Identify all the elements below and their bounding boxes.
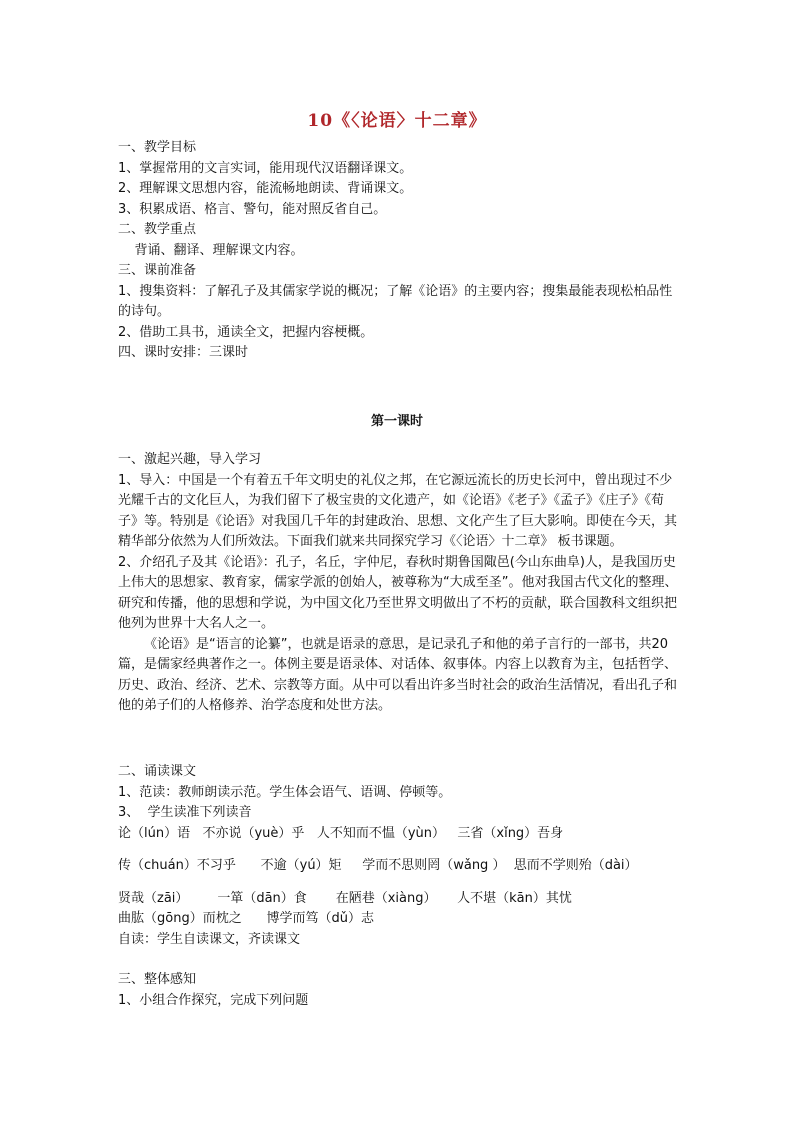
section-1-heading: 一、激起兴趣，导入学习 [118, 452, 262, 467]
section-1-intro: 1、导入：中国是一个有着五千年文明史的礼仪之邦，在它源远流长的历史长河中，曾出现过不少光耀千古的文化巨人，为我们留下了极宝贵的文化遗产，如《论语》《老子》《孟子》《庄子》《荀子》等。特别是《论语》对我国几千年的封建政治、思想、文化产生了巨大影响。即使在今天，其精华部分依然为人们所效法。下面我们就来共同探究学习《〈论语〉十二章》 板书课题。 [118, 472, 678, 549]
lesson-title: 第一课时 [370, 414, 423, 429]
preparation-heading: 三、课前准备 [118, 263, 197, 278]
section-1-analects: 《论语》是“语言的论纂”，也就是语录的意思，是记录孔子和他的弟子言行的一部书，共20篇，是儒家经典著作之一。体例主要是语录体、对话体、叙事体。内容上以教育为主，包括哲学、历史、政治、经济、艺术、宗教等方面。从中可以看出许多当时社会的政治生活情况，看出孔子和他的弟子们的人格修养、治学态度和处世方法。 [118, 636, 678, 713]
schedule-line: 四、课时安排：三课时 [118, 345, 249, 360]
header-section [118, 138, 678, 364]
section-2 [118, 762, 678, 950]
section-2-self-reading: 自读：学生自读课文，齐读课文 [118, 931, 301, 947]
section-3-task: 1、小组合作探究，完成下列问题 [118, 992, 309, 1008]
section-2-heading: 二、诵读课文 [118, 764, 197, 779]
key-points-heading: 二、教学重点 [118, 222, 197, 237]
preparation-1: 1、搜集资料：了解孔子及其儒家学说的概况；了解《论语》的主要内容；搜集最能表现松柏品性的诗句。 [118, 283, 673, 319]
section-2-model-reading: 1、范读：教师朗读示范。学生体会语气、语调、停顿等。 [118, 784, 452, 800]
objective-2: 2、理解课文思想内容，能流畅地朗读、背诵课文。 [118, 181, 413, 196]
section-2-pronunciation: 3、 学生读准下列读音 [118, 805, 252, 820]
document-title: 10《〈论语〉十二章》 [307, 111, 487, 131]
section-3-heading: 三、整体感知 [118, 972, 197, 987]
pinyin-row-2: 传（chuán）不习乎 不逾（yú）矩 学而不思则罔（wǎng ） 思而不学则殆（dài） [118, 858, 638, 873]
section-3 [118, 970, 678, 1011]
section-1-confucius: 2、介绍孔子及其《论语》：孔子，名丘，字仲尼，春秋时期鲁国陬邑(今山东曲阜)人，是我国历史上伟大的思想家、教育家，儒家学派的创始人，被尊称为“大成至圣”。他对我国古代文化的整理、研究和传播，他的思想和学说，为中国文化乃至世界文明做出了不朽的贡献，联合国教科文组织把他列为世界十大名人之一。 [118, 554, 678, 631]
pinyin-row-1: 论（lún）语 不亦说（yuè）乎 人不知而不愠（yùn） 三省（xǐng）吾身 [118, 825, 564, 841]
pinyin-row-3: 贤哉（zāi） 一箪（dān）食 在陋巷（xiàng） 人不堪（kān）其忧 [118, 890, 572, 906]
objectives-heading: 一、教学目标 [118, 140, 197, 155]
pinyin-row-4: 曲肱（gōng）而枕之 博学而笃（dǔ）志 [118, 911, 374, 926]
objective-3: 3、积累成语、格言、警句，能对照反省自己。 [118, 201, 387, 217]
key-points-text: 背诵、翻译、理解课文内容。 [118, 242, 304, 258]
objective-1: 1、掌握常用的文言实词，能用现代汉语翻译课文。 [118, 160, 413, 176]
preparation-2: 2、借助工具书，通读全文，把握内容梗概。 [118, 324, 374, 340]
section-1 [118, 450, 678, 717]
